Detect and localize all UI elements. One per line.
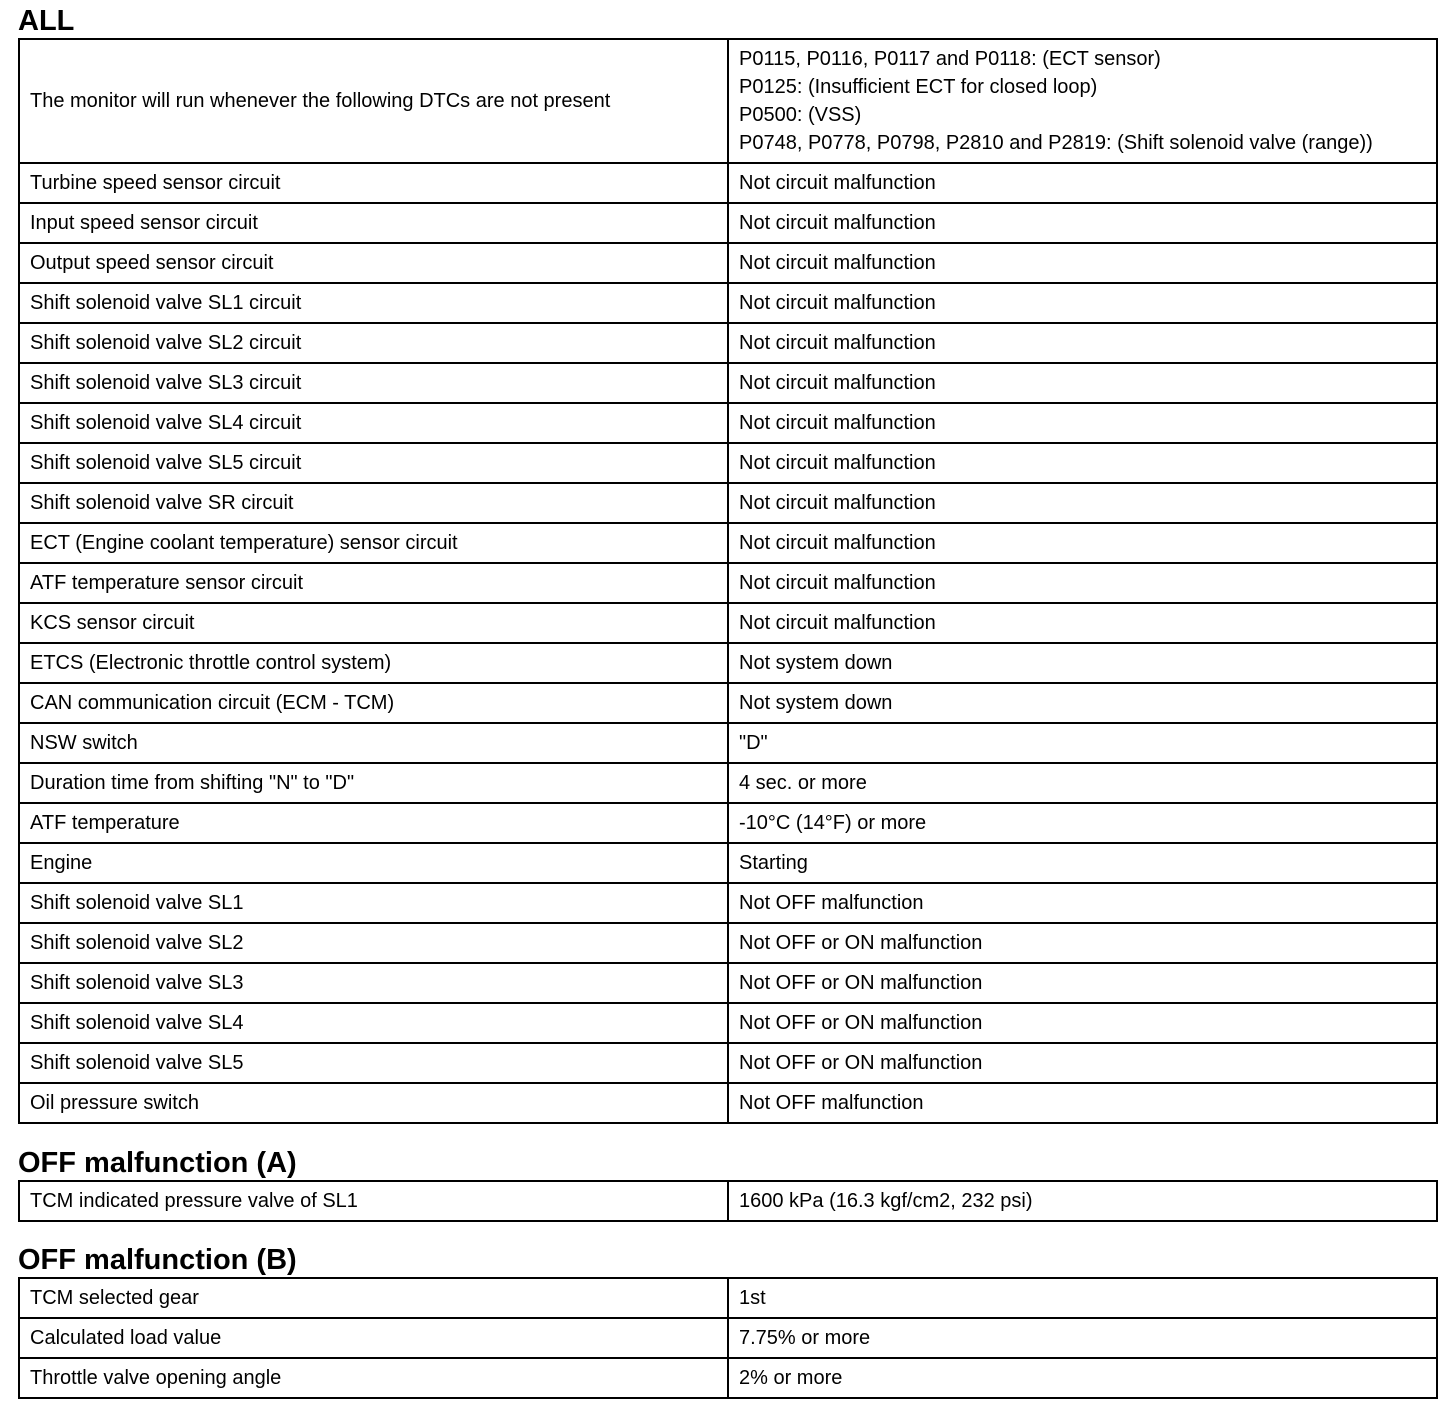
condition-label: Shift solenoid valve SL4	[19, 1003, 728, 1043]
condition-value: Not OFF or ON malfunction	[728, 1003, 1437, 1043]
condition-value: Not system down	[728, 683, 1437, 723]
conditions-table	[18, 1277, 1438, 1399]
condition-value: 1600 kPa (16.3 kgf/cm2, 232 psi)	[728, 1181, 1437, 1221]
table-row	[19, 39, 1437, 163]
condition-value: Not circuit malfunction	[728, 443, 1437, 483]
condition-value: Not circuit malfunction	[728, 363, 1437, 403]
condition-value: Not circuit malfunction	[728, 283, 1437, 323]
condition-label: Shift solenoid valve SL3	[19, 963, 728, 1003]
condition-value: Not circuit malfunction	[728, 323, 1437, 363]
condition-value: Not circuit malfunction	[728, 403, 1437, 443]
section-title: OFF malfunction (A)	[18, 1147, 297, 1179]
condition-value: 4 sec. or more	[728, 763, 1437, 803]
condition-label: Output speed sensor circuit	[19, 243, 728, 283]
section-off-malfunction-a	[18, 1146, 1434, 1222]
condition-label: Shift solenoid valve SL1	[19, 883, 728, 923]
table-row	[19, 843, 1437, 883]
condition-value: Starting	[728, 843, 1437, 883]
section-title: ALL	[18, 5, 75, 37]
condition-label: Shift solenoid valve SL5 circuit	[19, 443, 728, 483]
condition-label: CAN communication circuit (ECM - TCM)	[19, 683, 728, 723]
condition-value: Not system down	[728, 643, 1437, 683]
condition-value: Not OFF or ON malfunction	[728, 1043, 1437, 1083]
condition-value: Not OFF or ON malfunction	[728, 923, 1437, 963]
table-row	[19, 1358, 1437, 1398]
table-row	[19, 723, 1437, 763]
table-row	[19, 883, 1437, 923]
table-row	[19, 1003, 1437, 1043]
dtc-line: P0500: (VSS)	[739, 104, 862, 126]
table-row	[19, 163, 1437, 203]
condition-value: 1st	[728, 1278, 1437, 1318]
condition-value: Not circuit malfunction	[728, 523, 1437, 563]
condition-label: Shift solenoid valve SR circuit	[19, 483, 728, 523]
condition-label: Shift solenoid valve SL2	[19, 923, 728, 963]
condition-value: Not OFF malfunction	[728, 883, 1437, 923]
table-row	[19, 483, 1437, 523]
table-row	[19, 1278, 1437, 1318]
condition-value: Not OFF malfunction	[728, 1083, 1437, 1123]
table-row	[19, 803, 1437, 843]
dtc-line: P0748, P0778, P0798, P2810 and P2819: (Shift solenoid valve (range))	[739, 132, 1373, 154]
condition-label: Shift solenoid valve SL1 circuit	[19, 283, 728, 323]
table-row	[19, 443, 1437, 483]
table-row	[19, 1181, 1437, 1221]
condition-label: Shift solenoid valve SL5	[19, 1043, 728, 1083]
condition-value: -10°C (14°F) or more	[728, 803, 1437, 843]
condition-label: The monitor will run whenever the following DTCs are not present	[19, 39, 728, 163]
table-row	[19, 1318, 1437, 1358]
table-row	[19, 683, 1437, 723]
dtc-line: P0115, P0116, P0117 and P0118: (ECT sensor)	[739, 48, 1161, 70]
table-row	[19, 283, 1437, 323]
condition-label: TCM indicated pressure valve of SL1	[19, 1181, 728, 1221]
section-title: OFF malfunction (B)	[18, 1244, 297, 1276]
table-row	[19, 1083, 1437, 1123]
condition-label: ETCS (Electronic throttle control system)	[19, 643, 728, 683]
table-row	[19, 323, 1437, 363]
condition-value: "D"	[728, 723, 1437, 763]
conditions-table	[18, 38, 1438, 1124]
dtc-line: P0125: (Insufficient ECT for closed loop)	[739, 76, 1098, 98]
condition-label: ATF temperature sensor circuit	[19, 563, 728, 603]
condition-label: ECT (Engine coolant temperature) sensor circuit	[19, 523, 728, 563]
table-row	[19, 643, 1437, 683]
condition-label: Duration time from shifting "N" to "D"	[19, 763, 728, 803]
condition-label: Input speed sensor circuit	[19, 203, 728, 243]
condition-label: Oil pressure switch	[19, 1083, 728, 1123]
table-row	[19, 1043, 1437, 1083]
condition-label: TCM selected gear	[19, 1278, 728, 1318]
condition-value: Not circuit malfunction	[728, 243, 1437, 283]
table-row	[19, 603, 1437, 643]
condition-label: NSW switch	[19, 723, 728, 763]
condition-value: Not circuit malfunction	[728, 563, 1437, 603]
condition-label: KCS sensor circuit	[19, 603, 728, 643]
condition-value: 7.75% or more	[728, 1318, 1437, 1358]
table-row	[19, 203, 1437, 243]
table-row	[19, 563, 1437, 603]
condition-value: Not circuit malfunction	[728, 483, 1437, 523]
condition-label: Calculated load value	[19, 1318, 728, 1358]
condition-label: Engine	[19, 843, 728, 883]
condition-label: Shift solenoid valve SL2 circuit	[19, 323, 728, 363]
table-row	[19, 923, 1437, 963]
condition-label: Throttle valve opening angle	[19, 1358, 728, 1398]
condition-label: ATF temperature	[19, 803, 728, 843]
table-row	[19, 403, 1437, 443]
conditions-table	[18, 1180, 1438, 1222]
table-row	[19, 763, 1437, 803]
condition-value: Not circuit malfunction	[728, 603, 1437, 643]
condition-value	[728, 39, 1437, 163]
table-row	[19, 243, 1437, 283]
table-row	[19, 363, 1437, 403]
condition-value: Not OFF or ON malfunction	[728, 963, 1437, 1003]
condition-label: Shift solenoid valve SL4 circuit	[19, 403, 728, 443]
condition-value: Not circuit malfunction	[728, 163, 1437, 203]
condition-label: Turbine speed sensor circuit	[19, 163, 728, 203]
condition-value: Not circuit malfunction	[728, 203, 1437, 243]
condition-value: 2% or more	[728, 1358, 1437, 1398]
section-all	[18, 4, 1434, 1124]
table-row	[19, 523, 1437, 563]
section-off-malfunction-b	[18, 1243, 1434, 1399]
table-row	[19, 963, 1437, 1003]
condition-label: Shift solenoid valve SL3 circuit	[19, 363, 728, 403]
